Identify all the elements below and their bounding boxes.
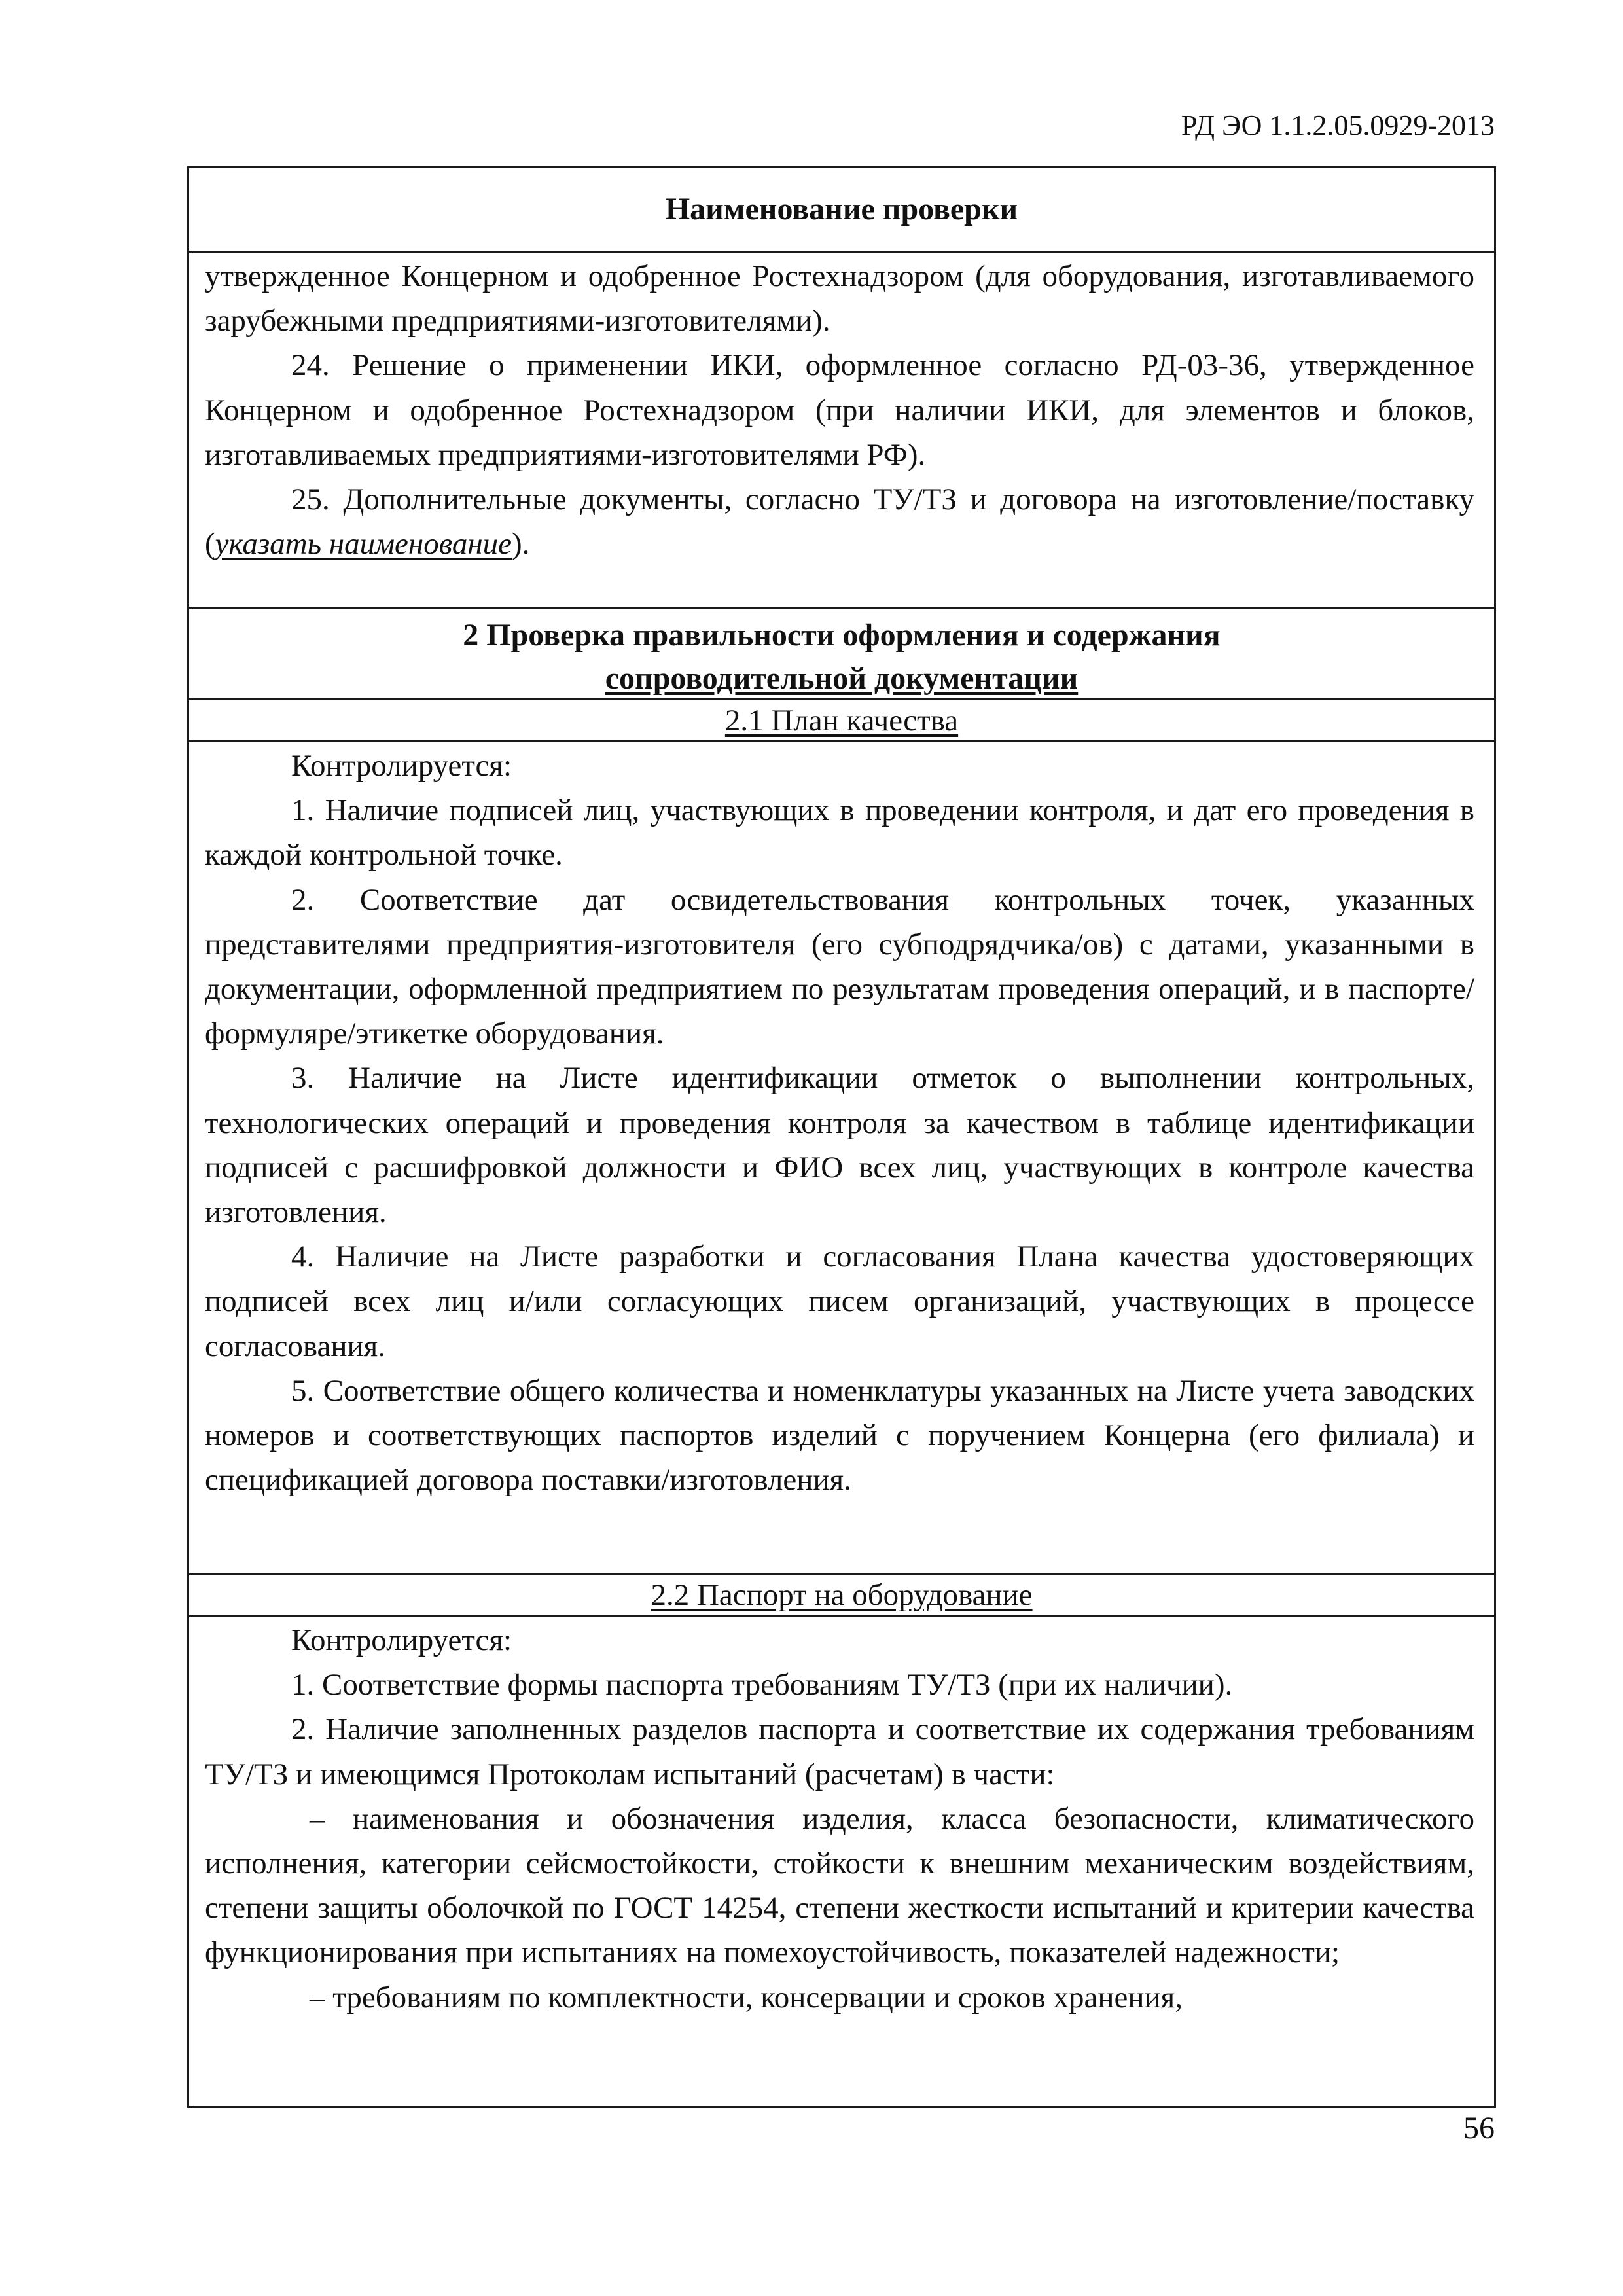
- section-2-title-line-1: 2 Проверка правильности оформления и содержания: [463, 618, 1221, 653]
- subsection-2-1-body: [189, 740, 1494, 1573]
- subsection-2-1-title-row: [189, 698, 1494, 740]
- subsection-2-1-intro: Контролируется:: [291, 749, 512, 783]
- paragraph-continuation: утвержденное Концерном и одобренное Ростехнадзором (для оборудования, изготавливаемого зарубежными предприятиями-изготовителями).: [205, 259, 1474, 338]
- subsection-2-1-title: 2.1 План качества: [724, 704, 959, 738]
- list-item: 2. Наличие заполненных разделов паспорта и соответствие их содержания требованиям ТУ/ТЗ и имеющимся Протоколам испытаний (расчетам) в части:: [205, 1712, 1474, 1791]
- list-item: 4. Наличие на Листе разработки и согласования Плана качества удостоверяющих подписей всех лиц и/или согласующих писем организаций, участвующих в процессе согласования.: [205, 1240, 1474, 1363]
- continuation-block: [189, 251, 1494, 607]
- subsection-2-2-intro: Контролируется:: [291, 1623, 512, 1657]
- paragraph-item-24: 24. Решение о применении ИКИ, оформленное согласно РД-03-36, утвержденное Концерном и одобренное Ростехнадзором (при наличии ИКИ, для элементов и блоков, изготавливаемых предприятиями-изготовителями РФ).: [205, 348, 1474, 472]
- list-item: 2. Соответствие дат освидетельствования контрольных точек, указанных представителями предприятия-изготовителя (его субподрядчика/ов) с датами, указанными в документации, оформленной предприятием по результатам проведения операций, и в паспорте/формуляре/этикетке оборудования.: [205, 882, 1474, 1051]
- bullet-item: – наименования и обозначения изделия, класса безопасности, климатического исполнения, категории сейсмостойкости, стойкости к внешним механическим воздействиям, степени защиты оболочкой по ГОСТ 14254, степени жесткости испытаний и критерии качества функционирования при испытаниях на помехоустойчивость, показателей надежности;: [205, 1801, 1474, 1970]
- item-25-italic-note: указать наименование: [215, 527, 512, 562]
- document-code: РД ЭО 1.1.2.05.0929-2013: [1181, 109, 1495, 141]
- checks-table: [187, 166, 1496, 2108]
- list-item: 5. Соответствие общего количества и номенклатуры указанных на Листе учета заводских номеров и соответствующих паспортов изделий с поручением Концерна (его филиала) и спецификацией договора поставки/изготовления.: [205, 1373, 1474, 1498]
- table-column-header: Наименование проверки: [665, 192, 1018, 226]
- item-25-end: ).: [512, 527, 530, 562]
- list-item: 1. Наличие подписей лиц, участвующих в проведении контроля, и дат его проведения в каждой контрольной точке.: [205, 793, 1474, 872]
- page-number: 56: [1463, 2111, 1495, 2145]
- subsection-2-2-title-row: [189, 1573, 1494, 1615]
- list-item: 3. Наличие на Листе идентификации отметок о выполнении контрольных, технологических операций и проведения контроля за качеством в таблице идентификации подписей с расшифровкой должности и ФИО всех лиц, участвующих в контроле качества изготовления.: [205, 1061, 1474, 1230]
- list-item: 1. Соответствие формы паспорта требованиям ТУ/ТЗ (при их наличии).: [291, 1668, 1233, 1702]
- bullet-item: – требованиям по комплектности, консервации и сроков хранения,: [310, 1980, 1183, 2015]
- subsection-2-2-title: 2.2 Паспорт на оборудование: [651, 1578, 1033, 1612]
- section-2-title: [189, 607, 1494, 698]
- item-25-text: 25. Дополнительные документы, согласно ТУ/ТЗ и договора на изготовление/поставку (: [205, 482, 1474, 562]
- subsection-2-2-body: [189, 1615, 1494, 2099]
- section-2-title-line-2: сопроводительной документации: [605, 661, 1079, 696]
- paragraph-item-25: [205, 477, 1474, 566]
